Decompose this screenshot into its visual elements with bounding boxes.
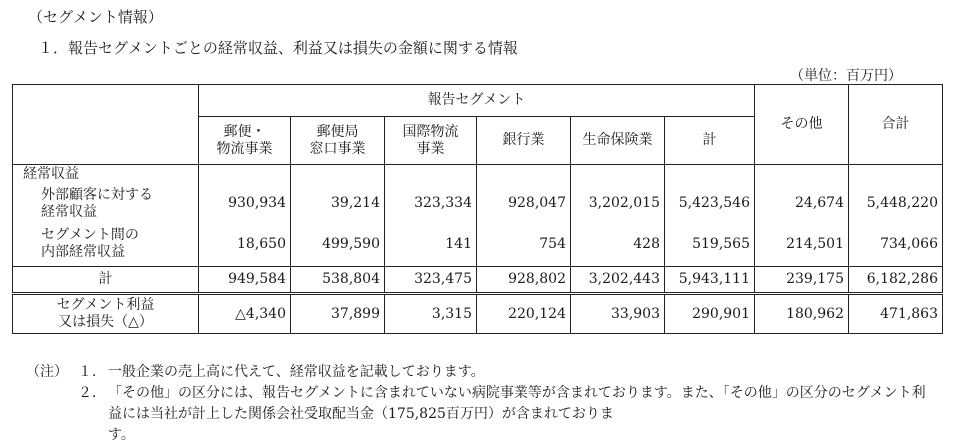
section-title: （セグメント情報） [28, 8, 163, 26]
cell: 24,674 [755, 185, 849, 223]
cell: 928,047 [477, 185, 571, 223]
cell: 519,565 [665, 223, 755, 267]
header-col: 郵便局 窓口事業 [291, 117, 385, 165]
cell: 33,903 [571, 294, 665, 334]
cell: △4,340 [199, 294, 291, 334]
cell: 5,423,546 [665, 185, 755, 223]
cell: 754 [477, 223, 571, 267]
cell: 39,214 [291, 185, 385, 223]
cell: 220,124 [477, 294, 571, 334]
header-other: その他 [755, 85, 849, 165]
note-number: ２． [78, 385, 106, 401]
cell: 928,802 [477, 267, 571, 294]
note-text: 「その他」の区分には、報告セグメントに含まれていない病院事業等が含まれております。また、「その他」の区分のセグメント利益には当社が計上した関係会社受取配当金（175,825百万円）が含まれておりま [108, 385, 926, 422]
header-reporting-segment: 報告セグメント [199, 85, 755, 117]
cell: 323,334 [385, 185, 477, 223]
cell: 3,202,443 [571, 267, 665, 294]
cell: 428 [571, 223, 665, 267]
header-col: 国際物流 事業 [385, 117, 477, 165]
cell: 538,804 [291, 267, 385, 294]
cell: 239,175 [755, 267, 849, 294]
row-label-external: 外部顧客に対する 経常収益 [13, 185, 199, 223]
header-col: 郵便・ 物流事業 [199, 117, 291, 165]
note-number: １． [78, 364, 106, 380]
note-text-continued: す。 [108, 427, 135, 443]
header-blank [13, 85, 199, 165]
cell: 180,962 [755, 294, 849, 334]
header-col: 計 [665, 117, 755, 165]
row-label-profit: セグメント利益 又は損失（△） [13, 294, 199, 334]
cell: 141 [385, 223, 477, 267]
cell: 6,182,286 [849, 267, 943, 294]
cell: 5,448,220 [849, 185, 943, 223]
cell: 37,899 [291, 294, 385, 334]
notes [26, 362, 948, 446]
cell: 5,943,111 [665, 267, 755, 294]
cell: 290,901 [665, 294, 755, 334]
header-total: 合計 [849, 85, 943, 165]
cell: 499,590 [291, 223, 385, 267]
header-col: 生命保険業 [571, 117, 665, 165]
segment-table [12, 84, 943, 334]
notes-tag: （注） [26, 364, 68, 380]
cell: 323,475 [385, 267, 477, 294]
row-label-inter: セグメント間の 内部経常収益 [13, 223, 199, 267]
cell: 949,584 [199, 267, 291, 294]
cell: 471,863 [849, 294, 943, 334]
header-col: 銀行業 [477, 117, 571, 165]
cell: 3,202,015 [571, 185, 665, 223]
unit-label: （単位：百万円） [790, 68, 902, 84]
cell: 930,934 [199, 185, 291, 223]
cell: 3,315 [385, 294, 477, 334]
note-text: 一般企業の売上高に代えて、経常収益を記載しております。 [108, 364, 485, 380]
row-label-subtotal: 計 [13, 267, 199, 294]
section-subtitle: １．報告セグメントごとの経常収益、利益又は損失の金額に関する情報 [38, 39, 518, 57]
cell: 18,650 [199, 223, 291, 267]
cell: 214,501 [755, 223, 849, 267]
cell: 734,066 [849, 223, 943, 267]
row-label-revenue: 経常収益 [13, 165, 199, 185]
